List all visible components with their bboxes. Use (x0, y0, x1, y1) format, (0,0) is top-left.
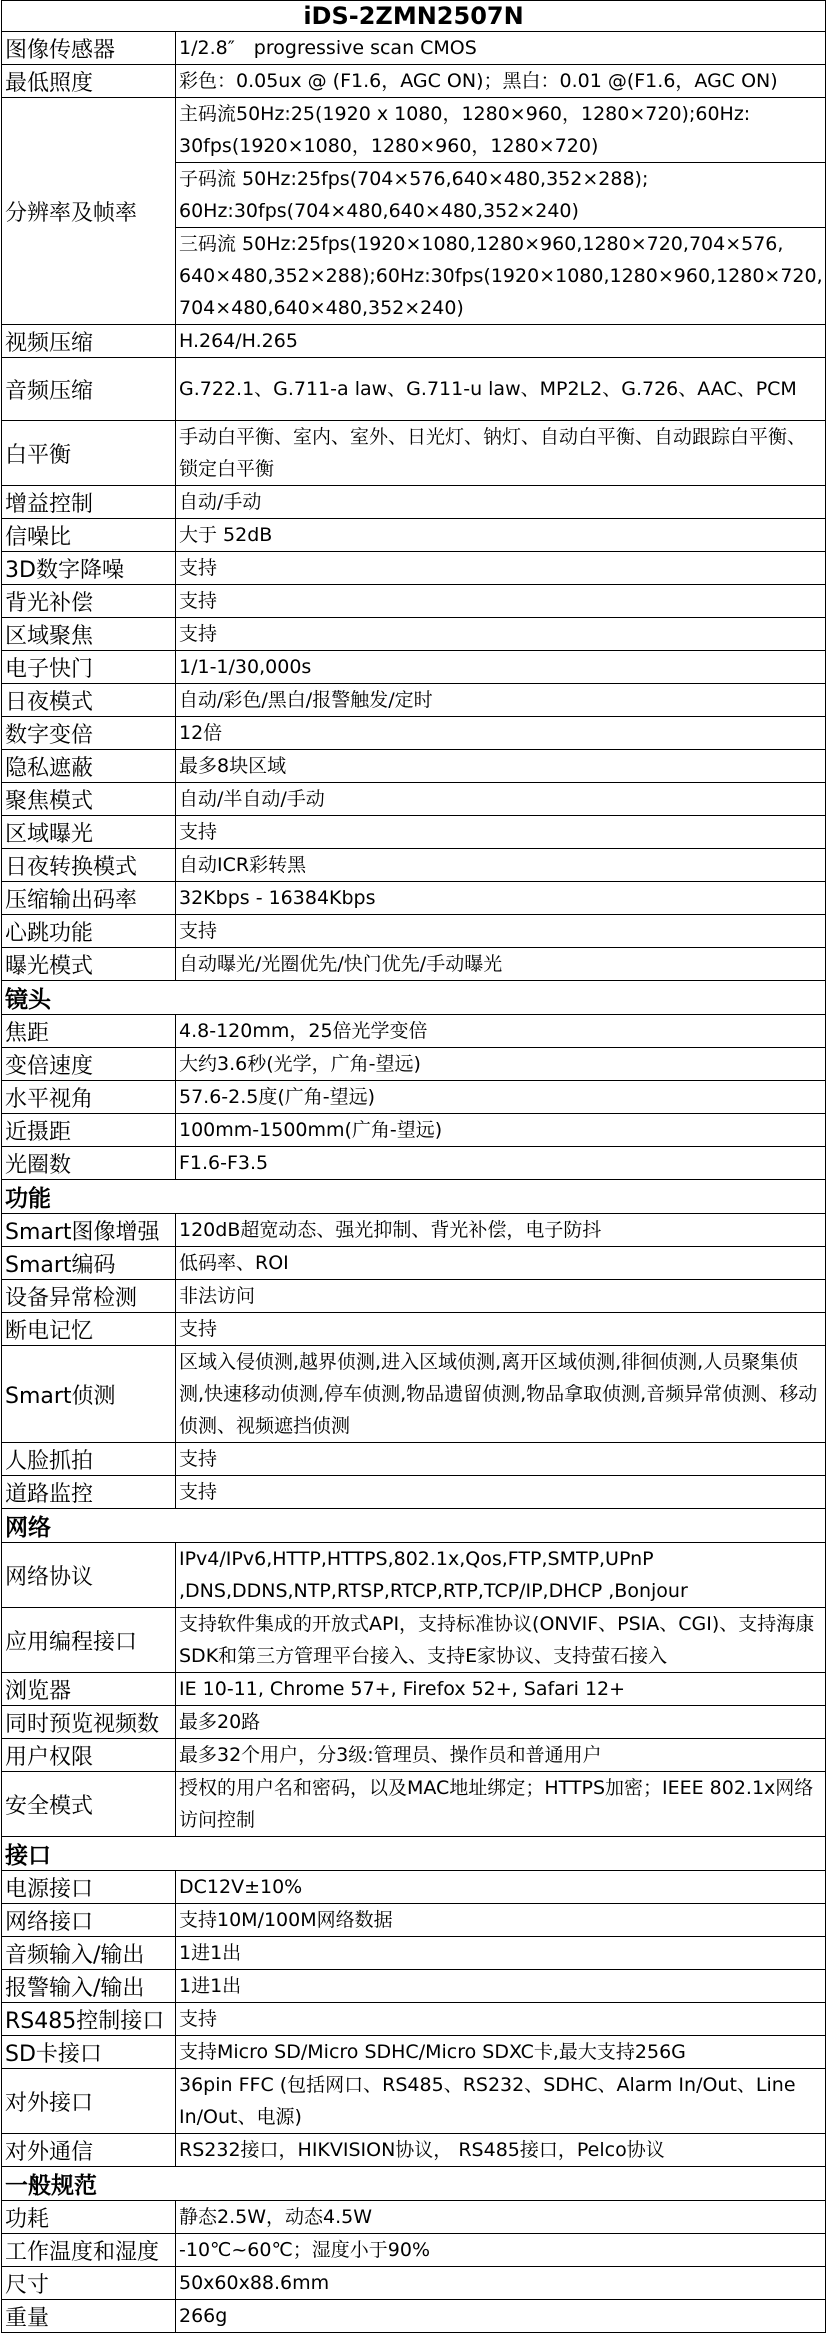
spec-value: 支持Micro SD/Micro SDHC/Micro SDXC卡,最大支持256G (176, 2036, 826, 2069)
spec-row (2, 1543, 826, 1608)
spec-key: 道路监控 (2, 1476, 176, 1509)
section-header-row (2, 981, 826, 1015)
spec-value: 自动/彩色/黑白/报警触发/定时 (176, 684, 826, 717)
spec-key: 同时预览视频数 (2, 1706, 176, 1739)
spec-row (2, 915, 826, 948)
spec-value: 自动/半自动/手动 (176, 783, 826, 816)
spec-key: 压缩输出码率 (2, 882, 176, 915)
spec-key: 光圈数 (2, 1147, 176, 1180)
spec-value: 1/1-1/30,000s (176, 651, 826, 684)
spec-value: G.722.1、G.711-a law、G.711-u law、MP2L2、G.726、AAC、PCM (176, 358, 826, 421)
section-header: 镜头 (2, 981, 826, 1015)
spec-row (2, 1015, 826, 1048)
spec-key: 工作温度和湿度 (2, 2234, 176, 2267)
spec-value: -10℃~60℃；湿度小于90% (176, 2234, 826, 2267)
spec-key: Smart图像增强 (2, 1214, 176, 1247)
spec-row (2, 2036, 826, 2069)
spec-value: F1.6-F3.5 (176, 1147, 826, 1180)
spec-value: IE 10-11, Chrome 57+, Firefox 52+, Safari 12+ (176, 1673, 826, 1706)
spec-row (2, 2201, 826, 2234)
spec-value: H.264/H.265 (176, 325, 826, 358)
spec-value: 低码率、ROI (176, 1247, 826, 1280)
spec-key: 视频压缩 (2, 325, 176, 358)
spec-key: 重量 (2, 2300, 176, 2333)
spec-key: 区域聚焦 (2, 618, 176, 651)
spec-value: IPv4/IPv6,HTTP,HTTPS,802.1x,Qos,FTP,SMTP,UPnP ,DNS,DDNS,NTP,RTSP,RTCP,RTP,TCP/IP,DHCP ,Bonjour (176, 1543, 826, 1608)
spec-key: 聚焦模式 (2, 783, 176, 816)
spec-key: 网络接口 (2, 1904, 176, 1937)
spec-value: 大于 52dB (176, 519, 826, 552)
spec-value: 支持软件集成的开放式API，支持标准协议(ONVIF、PSIA、CGI)、支持海康SDK和第三方管理平台接入、支持E家协议、支持萤石接入 (176, 1608, 826, 1673)
spec-row (2, 684, 826, 717)
spec-value: 子码流 50Hz:25fps(704×576,640×480,352×288); 60Hz:30fps(704×480,640×480,352×240) (176, 163, 826, 228)
spec-key: 人脸抓拍 (2, 1443, 176, 1476)
spec-value: 非法访问 (176, 1280, 826, 1313)
spec-key: 分辨率及帧率 (2, 98, 176, 325)
spec-value: 授权的用户名和密码，以及MAC地址绑定；HTTPS加密；IEEE 802.1x网络访问控制 (176, 1772, 826, 1837)
spec-row (2, 1048, 826, 1081)
spec-value: 36pin FFC (包括网口、RS485、RS232、SDHC、Alarm In/Out、Line In/Out、电源) (176, 2069, 826, 2134)
spec-row (2, 421, 826, 486)
spec-row (2, 585, 826, 618)
spec-row (2, 32, 826, 65)
spec-value: 彩色：0.05ux @ (F1.6，AGC ON)；黑白：0.01 @(F1.6，AGC ON) (176, 65, 826, 98)
spec-row (2, 1114, 826, 1147)
spec-key: 近摄距 (2, 1114, 176, 1147)
spec-row (2, 1280, 826, 1313)
spec-row (2, 1970, 826, 2003)
section-header-row (2, 2167, 826, 2201)
spec-row (2, 717, 826, 750)
section-header: 功能 (2, 1180, 826, 1214)
spec-key: 尺寸 (2, 2267, 176, 2300)
spec-value: 支持 (176, 915, 826, 948)
spec-row (2, 2003, 826, 2036)
spec-key: SD卡接口 (2, 2036, 176, 2069)
spec-value: 100mm-1500mm(广角-望远) (176, 1114, 826, 1147)
spec-value: RS232接口，HIKVISION协议， RS485接口，Pelco协议 (176, 2134, 826, 2167)
spec-key: 用户权限 (2, 1739, 176, 1772)
spec-value: 自动ICR彩转黑 (176, 849, 826, 882)
spec-value: 支持 (176, 552, 826, 585)
spec-key: 电子快门 (2, 651, 176, 684)
spec-value: 50x60x88.6mm (176, 2267, 826, 2300)
spec-key: 3D数字降噪 (2, 552, 176, 585)
spec-value: 1进1出 (176, 1937, 826, 1970)
spec-value: 支持 (176, 2003, 826, 2036)
spec-value: 32Kbps - 16384Kbps (176, 882, 826, 915)
spec-key: RS485控制接口 (2, 2003, 176, 2036)
spec-key: 音频压缩 (2, 358, 176, 421)
spec-row (2, 816, 826, 849)
spec-row (2, 1147, 826, 1180)
spec-key: 焦距 (2, 1015, 176, 1048)
spec-value: 手动白平衡、室内、室外、日光灯、钠灯、自动白平衡、自动跟踪白平衡、锁定白平衡 (176, 421, 826, 486)
spec-row (2, 1871, 826, 1904)
spec-row (2, 358, 826, 421)
spec-row (2, 651, 826, 684)
spec-value: 自动曝光/光圈优先/快门优先/手动曝光 (176, 948, 826, 981)
spec-value: 支持 (176, 1476, 826, 1509)
spec-row (2, 948, 826, 981)
spec-row (2, 2300, 826, 2333)
spec-key: 对外通信 (2, 2134, 176, 2167)
section-header-row (2, 1837, 826, 1871)
spec-value: 区域入侵侦测,越界侦测,进入区域侦测,离开区域侦测,徘徊侦测,人员聚集侦测,快速移动侦测,停车侦测,物品遗留侦测,物品拿取侦测,音频异常侦测、移动侦测、视频遮挡侦测 (176, 1346, 826, 1443)
spec-key: 数字变倍 (2, 717, 176, 750)
spec-value: 266g (176, 2300, 826, 2333)
spec-value: 最多8块区域 (176, 750, 826, 783)
spec-row (2, 1937, 826, 1970)
spec-row (2, 65, 826, 98)
spec-value: 120dB超宽动态、强光抑制、背光补偿，电子防抖 (176, 1214, 826, 1247)
spec-key: 变倍速度 (2, 1048, 176, 1081)
spec-value: 4.8-120mm，25倍光学变倍 (176, 1015, 826, 1048)
spec-key: 曝光模式 (2, 948, 176, 981)
spec-value: 支持 (176, 816, 826, 849)
spec-table (1, 0, 826, 2333)
spec-value: 1进1出 (176, 1970, 826, 2003)
section-header: 网络 (2, 1509, 826, 1543)
spec-value: 12倍 (176, 717, 826, 750)
spec-row (2, 1772, 826, 1837)
spec-table-body (2, 1, 826, 2333)
spec-value: 最多20路 (176, 1706, 826, 1739)
spec-row (2, 849, 826, 882)
spec-row (2, 2069, 826, 2134)
spec-row (2, 552, 826, 585)
spec-row (2, 1346, 826, 1443)
spec-row (2, 2234, 826, 2267)
spec-value: 1/2.8″ progressive scan CMOS (176, 32, 826, 65)
spec-value: 支持 (176, 585, 826, 618)
spec-key: 应用编程接口 (2, 1608, 176, 1673)
spec-row (2, 618, 826, 651)
spec-row (2, 1673, 826, 1706)
section-header: 接口 (2, 1837, 826, 1871)
spec-title: iDS-2ZMN2507N (2, 1, 826, 32)
spec-value: DC12V±10% (176, 1871, 826, 1904)
spec-row (2, 2134, 826, 2167)
spec-key: 水平视角 (2, 1081, 176, 1114)
spec-row (2, 1476, 826, 1509)
spec-key: 日夜转换模式 (2, 849, 176, 882)
spec-row (2, 1247, 826, 1280)
spec-value: 主码流50Hz:25(1920 x 1080，1280×960，1280×720);60Hz: 30fps(1920×1080，1280×960，1280×720) (176, 98, 826, 163)
spec-key: 白平衡 (2, 421, 176, 486)
spec-row (2, 98, 826, 163)
spec-row (2, 783, 826, 816)
spec-row (2, 519, 826, 552)
spec-key: 心跳功能 (2, 915, 176, 948)
spec-value: 大约3.6秒(光学，广角-望远) (176, 1048, 826, 1081)
section-header-row (2, 1509, 826, 1543)
spec-value: 自动/手动 (176, 486, 826, 519)
spec-key: 区域曝光 (2, 816, 176, 849)
spec-key: 对外接口 (2, 2069, 176, 2134)
spec-row (2, 1443, 826, 1476)
spec-key: Smart编码 (2, 1247, 176, 1280)
spec-row (2, 882, 826, 915)
spec-key: 图像传感器 (2, 32, 176, 65)
spec-key: 浏览器 (2, 1673, 176, 1706)
spec-row (2, 1214, 826, 1247)
spec-value: 静态2.5W，动态4.5W (176, 2201, 826, 2234)
section-header-row (2, 1180, 826, 1214)
spec-key: Smart侦测 (2, 1346, 176, 1443)
spec-key: 电源接口 (2, 1871, 176, 1904)
section-header: 一般规范 (2, 2167, 826, 2201)
spec-row (2, 1608, 826, 1673)
spec-key: 增益控制 (2, 486, 176, 519)
spec-row (2, 2267, 826, 2300)
spec-value: 支持 (176, 1313, 826, 1346)
spec-key: 背光补偿 (2, 585, 176, 618)
spec-value: 最多32个用户，分3级:管理员、操作员和普通用户 (176, 1739, 826, 1772)
spec-key: 功耗 (2, 2201, 176, 2234)
spec-value: 支持 (176, 1443, 826, 1476)
spec-key: 设备异常检测 (2, 1280, 176, 1313)
spec-key: 断电记忆 (2, 1313, 176, 1346)
spec-key: 安全模式 (2, 1772, 176, 1837)
spec-value: 57.6-2.5度(广角-望远) (176, 1081, 826, 1114)
spec-row (2, 1706, 826, 1739)
spec-key: 网络协议 (2, 1543, 176, 1608)
spec-key: 隐私遮蔽 (2, 750, 176, 783)
spec-key: 信噪比 (2, 519, 176, 552)
spec-key: 日夜模式 (2, 684, 176, 717)
spec-row (2, 1081, 826, 1114)
spec-row (2, 1739, 826, 1772)
spec-row (2, 1904, 826, 1937)
spec-row (2, 486, 826, 519)
spec-value: 支持10M/100M网络数据 (176, 1904, 826, 1937)
spec-key: 音频输入/输出 (2, 1937, 176, 1970)
spec-row (2, 325, 826, 358)
spec-value: 支持 (176, 618, 826, 651)
spec-row (2, 750, 826, 783)
title-row (2, 1, 826, 32)
spec-key: 报警输入/输出 (2, 1970, 176, 2003)
spec-row (2, 1313, 826, 1346)
spec-value: 三码流 50Hz:25fps(1920×1080,1280×960,1280×720,704×576, 640×480,352×288);60Hz:30fps(1920×1080,1280×960,1280×720, 704×480,640×480,352×240) (176, 228, 826, 325)
spec-key: 最低照度 (2, 65, 176, 98)
